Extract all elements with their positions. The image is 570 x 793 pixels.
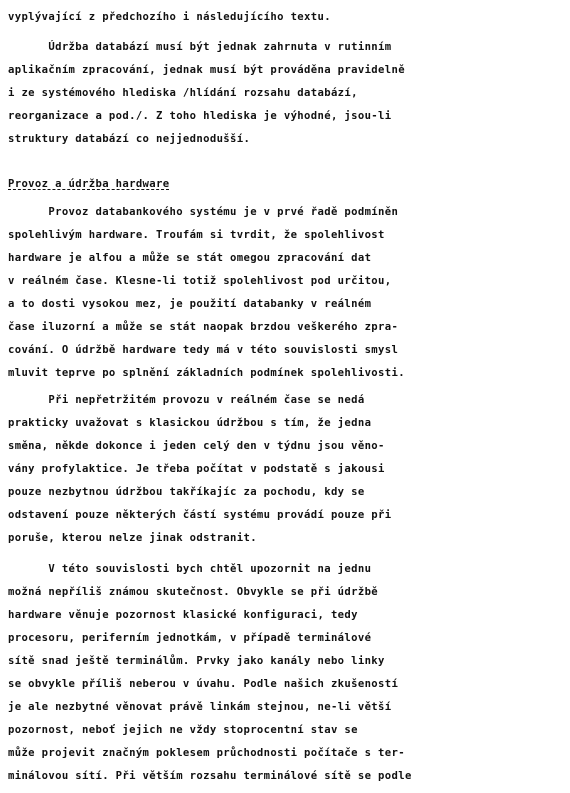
text-line: pouze nezbytnou údržbou takříkajíc za pochodu, kdy se: [8, 486, 365, 498]
text-line: aplikačním zpracování, jednak musí být prováděna pravidelně: [8, 64, 405, 76]
text-line: prakticky uvažovat s klasickou údržbou s tím, že jedna: [8, 417, 372, 429]
text-line: procesoru, periferním jednotkám, v případě terminálové: [8, 632, 372, 644]
text-line: hardware věnuje pozornost klasické konfiguraci, tedy: [8, 609, 358, 621]
text-line: je ale nezbytné věnovat právě linkám stejnou, ne-li větší: [8, 701, 392, 713]
text-line: cování. O údržbě hardware tedy má v této souvislosti smysl: [8, 344, 399, 356]
text-line: vány profylaktice. Je třeba počítat v podstatě s jakousi: [8, 463, 385, 475]
text-line: Údržba databází musí být jednak zahrnuta v rutinním: [8, 41, 392, 53]
text-line: i ze systémového hlediska /hlídání rozsahu databází,: [8, 87, 358, 99]
text-line: možná nepříliš známou skutečnost. Obvykle se při údržbě: [8, 586, 379, 598]
text-line: a to dosti vysokou mez, je použití databanky v reálném: [8, 298, 372, 310]
text-line: čase iluzorní a může se stát naopak brzdou veškerého zpra-: [8, 321, 399, 333]
text-line: se obvykle příliš neberou v úvahu. Podle našich zkušeností: [8, 678, 399, 690]
text-line: směna, někde dokonce i jeden celý den v týdnu jsou věno-: [8, 440, 385, 452]
text-line: Provoz databankového systému je v prvé řadě podmíněn: [8, 206, 399, 218]
text-line: sítě snad ještě terminálům. Prvky jako kanály nebo linky: [8, 655, 385, 667]
text-line: může projevit značným poklesem průchodnosti počítače s ter-: [8, 747, 405, 759]
text-line: poruše, kterou nelze jinak odstranit.: [8, 532, 257, 544]
text-line: spolehlivým hardware. Troufám si tvrdit, že spolehlivost: [8, 229, 385, 241]
text-line: V této souvislosti bych chtěl upozornit na jednu: [8, 563, 372, 575]
section-heading: Provoz a údržba hardware: [8, 178, 170, 190]
text-line: Při nepřetržitém provozu v reálném čase se nedá: [8, 394, 365, 406]
text-line: pozornost, neboť jejich ne vždy stoprocentní stav se: [8, 724, 358, 736]
text-line: vyplývající z předchozího i následujícího textu.: [8, 11, 331, 23]
text-line: hardware je alfou a může se stát omegou zpracování dat: [8, 252, 372, 264]
text-line: reorganizace a pod./. Z toho hlediska je výhodné, jsou-li: [8, 110, 392, 122]
text-line: struktury databází co nejjednodušší.: [8, 133, 251, 145]
text-line: v reálném čase. Klesne-li totiž spolehlivost pod určitou,: [8, 275, 392, 287]
text-line: mluvit teprve po splnění základních podmínek spolehlivosti.: [8, 367, 405, 379]
text-line: minálovou sítí. Při větším rozsahu terminálové sítě se podle: [8, 770, 412, 782]
text-line: odstavení pouze některých částí systému provádí pouze při: [8, 509, 392, 521]
